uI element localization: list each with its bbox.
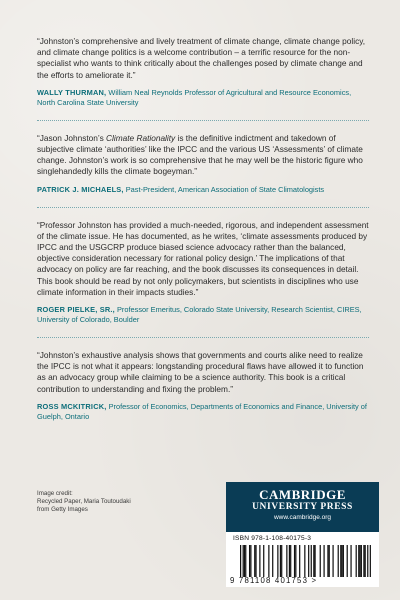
- divider: [37, 120, 369, 121]
- barcode-digits: 9 781108 401753 >: [230, 576, 318, 585]
- endorsement-attribution: [37, 88, 369, 108]
- endorsement-quote: “Johnston’s comprehensive and lively treatment of climate change, climate change policy, and climate change politics is a welcome contribution – a terrific resource for the non-specialist who wants to think critically about the challenges posed by climate change and the efforts to ameliorate it.”: [37, 36, 366, 80]
- barcode-box: [226, 532, 379, 587]
- quote-text: is the definitive indictment and takedown of subjective climate ‘authorities’ like the IPCC and the various US ‘Assessments’ of climate change. Johnston’s work is so comprehensive that he may well be the historic figure who singlehandedly kills the climate bogeyman.”: [37, 132, 363, 177]
- publisher-url: www.cambridge.org: [273, 514, 332, 521]
- endorsement-attribution: [37, 402, 369, 422]
- endorsement-pielke: [37, 220, 369, 325]
- endorser-name: WALLY THURMAN,: [37, 87, 107, 97]
- credit-provider: from Getty Images: [37, 506, 88, 513]
- endorsement-thurman: [37, 36, 369, 108]
- publisher-logo-block: [226, 482, 379, 532]
- endorsement-quote: “Johnston’s exhaustive analysis shows that governments and courts alike need to realize the IPCC is not what it appears: longstanding procedural flaws have allowed it to function as an advocacy group while claiming to be a science authority. This book is a critical contribution to understanding and fixing the problem.”: [37, 350, 364, 394]
- endorser-name: ROGER PIELKE, SR.,: [37, 305, 115, 315]
- divider: [37, 207, 369, 208]
- endorsement-attribution: [37, 305, 369, 325]
- book-title-italic: Climate Rationality: [106, 132, 176, 143]
- quote-text: “Jason Johnston’s: [37, 132, 107, 143]
- endorser-name: PATRICK J. MICHAELS,: [37, 184, 124, 194]
- barcode-icon: [240, 545, 371, 577]
- endorsement-quote: “Professor Johnston has provided a much-needed, rigorous, and independent assessment of the climate issue. He has documented, as he writes, ‘climate assessments produced by IPCC and the USGCRP produce biased science advocacy rather than the balanced, objective consideration necessary for rational policy design.’ The implications of that advocacy on policy are far reaching, and the book discusses its consequences in detail. This book should be read by not only policymakers, but scientists in disciplines who use climate information in their impacts studies.”: [37, 219, 369, 297]
- credit-label: Image credit:: [37, 490, 73, 497]
- image-credit: [37, 490, 177, 514]
- credit-source: Recycled Paper, Maria Toutoudaki: [37, 498, 131, 505]
- endorsement-michaels: [37, 133, 369, 195]
- endorsements: [37, 36, 369, 434]
- divider: [37, 337, 369, 338]
- endorsement-mckitrick: [37, 350, 369, 422]
- endorser-affiliation: William Neal Reynolds Professor of Agricultural and Resource Economics, North Carolina State University: [37, 87, 352, 107]
- publisher-name: CAMBRIDGE: [259, 487, 346, 502]
- publisher-press: UNIVERSITY PRESS: [252, 502, 353, 512]
- endorsement-attribution: [37, 185, 369, 195]
- endorser-name: ROSS MCKITRICK,: [37, 401, 107, 411]
- endorser-affiliation: Professor of Economics, Departments of Economics and Finance, University of Guelph, Ontario: [37, 401, 367, 421]
- endorser-affiliation: Professor Emeritus, Colorado State University, Research Scientist, CIRES, University of Colorado, Boulder: [37, 305, 362, 325]
- endorsement-quote: [37, 133, 369, 178]
- endorser-affiliation: Past-President, American Association of State Climatologists: [123, 184, 325, 194]
- isbn-label: ISBN 978-1-108-40175-3: [233, 535, 312, 542]
